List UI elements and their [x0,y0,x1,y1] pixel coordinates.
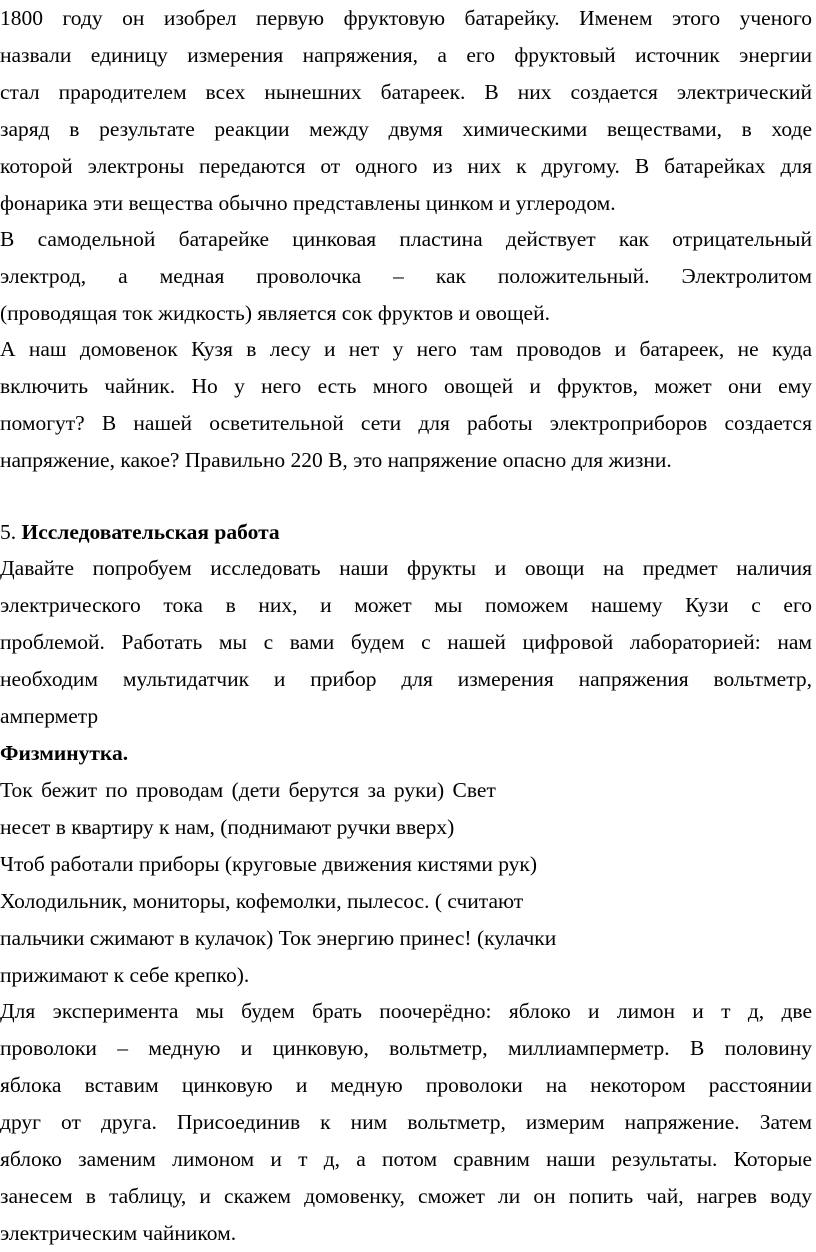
paragraph-line: (проводящая ток жидкость) является сок фруктов и овощей. [0,301,550,325]
paragraph-line: помогут? В нашей осветительной сети для работы электроприборов создается [0,411,812,435]
paragraph-line: назвали единицу измерения напряжения, а его фруктовый источник энергии [0,43,812,67]
paragraph-line: амперметр [0,704,99,728]
paragraph-line: друг от друга. Присоединив к ним вольтметр, измерим напряжение. Затем [0,1110,812,1134]
paragraph-line: проблемой. Работать мы с вами будем с нашей цифровой лабораторией: нам [0,630,812,654]
paragraph-line: электрического тока в них, и может мы поможем нашему Кузи с его [0,593,812,617]
poem-line: несет в квартиру к нам, (поднимают ручки вверх) [0,815,455,839]
paragraph-line: 1800 году он изобрел первую фруктовую батарейку. Именем этого ученого [0,6,812,30]
poem-line: Ток бежит по проводам (дети берутся за руки) Свет [0,778,496,802]
section-title: Исследовательская работа [21,520,280,544]
poem-line: Холодильник, мониторы, кофемолки, пылесос. ( считают [0,889,524,913]
paragraph-line: занесем в таблицу, и скажем домовенку, сможет ли он попить чай, нагрев воду [0,1184,812,1208]
paragraph-line: необходим мультидатчик и прибор для измерения напряжения вольтметр, [0,667,812,691]
paragraph-line: В самодельной батарейке цинковая пластина действует как отрицательный [0,227,812,251]
paragraph-line: заряд в результате реакции между двумя химическими веществами, в ходе [0,117,812,141]
paragraph-line: А наш домовенок Кузя в лесу и нет у него там проводов и батареек, не куда [0,337,812,361]
paragraph-line: электрод, а медная проволочка – как положительный. Электролитом [0,264,812,288]
paragraph-line: Для эксперимента мы будем брать поочерёдно: яблоко и лимон и т д, две [0,999,812,1023]
fizminutka-title: Физминутка. [0,741,129,765]
poem-line: пальчики сжимают в кулачок) Ток энергию принес! (кулачки [0,926,557,950]
poem-line: прижимают к себе крепко). [0,963,250,987]
section-number: 5. [0,520,17,544]
poem-line: Чтоб работали приборы (круговые движения кистями рук) [0,852,538,876]
section-heading [0,514,812,551]
paragraph-line: яблоко заменим лимоном и т д, а потом сравним наши результаты. Которые [0,1147,812,1171]
paragraph-line: электрическим чайником. [0,1221,237,1245]
paragraph-line: напряжение, какое? Правильно 220 В, это напряжение опасно для жизни. [0,448,672,472]
paragraph-line: Давайте попробуем исследовать наши фрукты и овощи на предмет наличия [0,556,812,580]
paragraph-line: проволоки – медную и цинковую, вольтметр, миллиамперметр. В половину [0,1036,812,1060]
paragraph-line: яблока вставим цинковую и медную проволоки на некотором расстоянии [0,1073,812,1097]
paragraph-line: фонарика эти вещества обычно представлены цинком и углеродом. [0,191,616,215]
paragraph-line: которой электроны передаются от одного из них к другому. В батарейках для [0,154,812,178]
paragraph-line: стал прародителем всех нынешних батареек. В них создается электрический [0,80,812,104]
paragraph-line: включить чайник. Но у него есть много овощей и фруктов, может они ему [0,374,812,398]
